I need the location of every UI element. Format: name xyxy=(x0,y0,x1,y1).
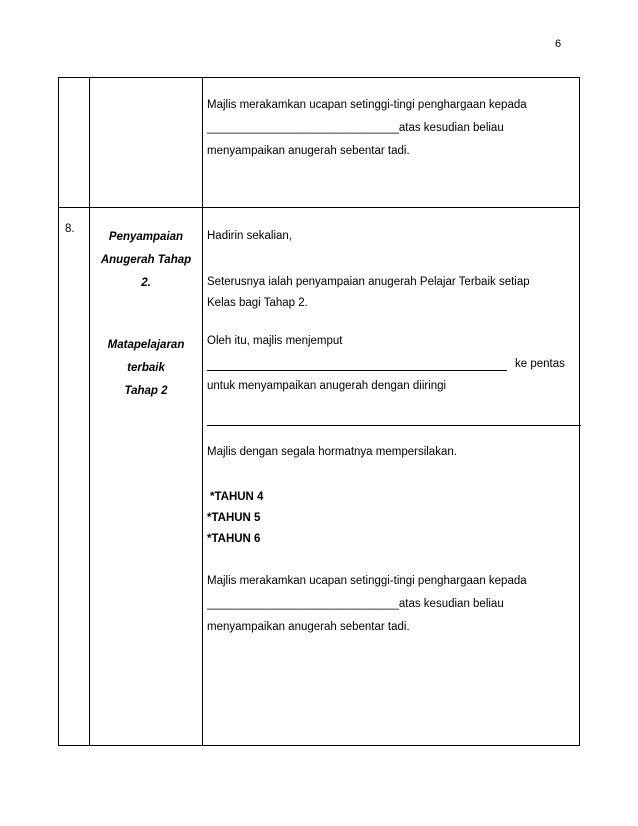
invitee-blank-line xyxy=(207,370,507,371)
greeting: Hadirin sekalian, xyxy=(207,230,293,242)
row1-line3: menyampaikan anugerah sebentar tadi. xyxy=(207,145,410,157)
name-blank: ______________________________ xyxy=(207,598,399,610)
tahun-4: *TAHUN 4 xyxy=(210,491,264,503)
accompany-blank-line xyxy=(207,425,581,426)
thanks-line2 xyxy=(207,598,504,610)
thanks-line3: menyampaikan anugerah sebentar tadi. xyxy=(207,621,410,633)
thanks-line2-text: atas kesudian beliau xyxy=(398,598,504,610)
topic-line: 2. xyxy=(141,277,151,289)
row1-line2 xyxy=(207,122,504,134)
ceremony-script-table xyxy=(58,77,580,746)
subtopic-line: Tahap 2 xyxy=(124,385,168,397)
tahun-6: *TAHUN 6 xyxy=(207,533,261,545)
name-blank: ______________________________ xyxy=(207,122,399,134)
subtopic-line: terbaik xyxy=(127,362,165,374)
subtopic-line: Matapelajaran xyxy=(107,339,185,351)
ke-pentas: ke pentas xyxy=(515,358,565,370)
subtopic-heading xyxy=(90,334,202,403)
topic-heading xyxy=(90,226,202,295)
column-divider-2 xyxy=(202,78,203,745)
thanks-line1: Majlis merakamkan ucapan setinggi-tingi penghargaan kepada xyxy=(207,575,527,587)
topic-line: Penyampaian xyxy=(108,231,184,243)
accompany-line: untuk menyampaikan anugerah dengan diiringi xyxy=(207,380,447,392)
row-number: 8. xyxy=(65,223,75,235)
tahun-5: *TAHUN 5 xyxy=(207,512,261,524)
column-divider-1 xyxy=(89,78,90,745)
topic-line: Anugerah Tahap xyxy=(100,254,192,266)
page-number: 6 xyxy=(555,38,562,50)
intro-line1: Seterusnya ialah penyampaian anugerah Pelajar Terbaik setiap xyxy=(207,276,530,288)
respect-line: Majlis dengan segala hormatnya mempersilakan. xyxy=(207,446,457,458)
intro-line2: Kelas bagi Tahap 2. xyxy=(207,297,308,309)
row1-line1: Majlis merakamkan ucapan setinggi-tingi penghargaan kepada xyxy=(207,99,527,111)
row1-line2-text: atas kesudian beliau xyxy=(398,122,504,134)
row-divider xyxy=(59,207,579,208)
invite-line: Oleh itu, majlis menjemput xyxy=(207,335,343,347)
